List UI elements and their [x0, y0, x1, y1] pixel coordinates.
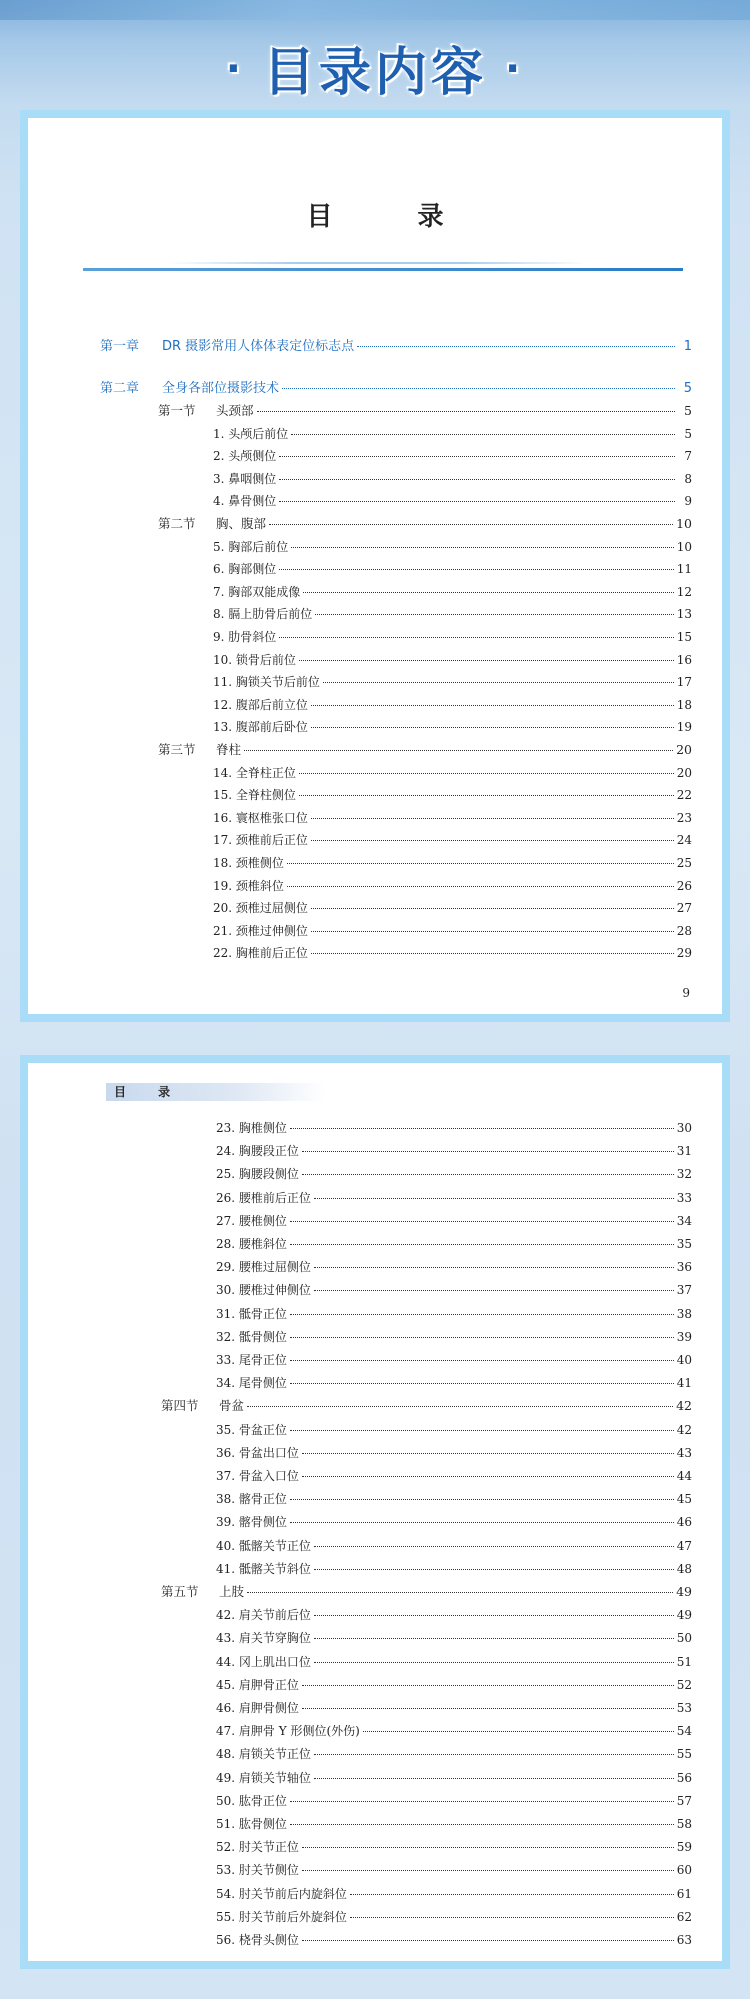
toc-section[interactable]	[161, 1585, 692, 1599]
toc-item[interactable]	[216, 1794, 692, 1808]
dot-leader	[291, 434, 675, 435]
entry-label: 29. 腰椎过屈侧位	[216, 1260, 311, 1275]
page-number: 54	[676, 1724, 692, 1739]
page-number: 20	[676, 742, 692, 757]
toc-chapter-1[interactable]	[100, 340, 692, 354]
dot-leader	[247, 1406, 673, 1407]
toc-section[interactable]	[158, 743, 692, 757]
toc-item[interactable]	[216, 1260, 692, 1274]
entry-label: 1. 头颅后前位	[213, 426, 289, 441]
toc-item[interactable]	[216, 1863, 692, 1877]
entry-label: 13. 腹部前后卧位	[213, 720, 308, 735]
dot-leader	[244, 750, 673, 751]
toc-item[interactable]	[216, 1469, 692, 1483]
chapter-number: 第二章	[100, 381, 140, 396]
section-number: 第一节	[158, 403, 196, 418]
dot-leader	[299, 660, 674, 661]
entry-label: 50. 肱骨正位	[216, 1793, 287, 1808]
entry-label	[161, 1399, 244, 1413]
page-number: 29	[676, 946, 692, 961]
toc-item[interactable]	[213, 585, 692, 599]
dot-leader	[279, 501, 675, 502]
entry-label: 3. 鼻咽侧位	[213, 471, 277, 486]
dot-leader	[314, 1778, 674, 1779]
toc-item[interactable]	[216, 1655, 692, 1669]
section-number: 第五节	[161, 1584, 199, 1599]
page-number: 18	[676, 697, 692, 712]
entry-label: 37. 骨盆入口位	[216, 1469, 299, 1483]
dot-leader	[315, 614, 673, 615]
page-number: 10	[676, 516, 692, 531]
toc-item[interactable]	[213, 630, 692, 644]
toc-item[interactable]	[216, 1562, 692, 1576]
toc-item[interactable]	[216, 1631, 692, 1645]
entry-label: 7. 胸部双能成像	[213, 584, 301, 599]
toc-item[interactable]	[216, 1492, 692, 1506]
toc-item[interactable]	[213, 879, 692, 893]
page-number: 37	[676, 1283, 692, 1298]
toc-item[interactable]	[216, 1283, 692, 1297]
toc-item[interactable]	[213, 675, 692, 689]
toc-section[interactable]	[161, 1399, 692, 1413]
entry-label: 45. 肩胛骨正位	[216, 1677, 299, 1692]
page-number: 9	[684, 494, 692, 509]
toc-item[interactable]	[213, 494, 692, 508]
dot-leader	[279, 456, 675, 457]
dot-leader	[302, 1870, 674, 1871]
dot-leader	[279, 479, 675, 480]
page-number: 51	[676, 1654, 692, 1669]
entry-label: 4. 鼻骨侧位	[213, 494, 277, 509]
toc-item[interactable]	[213, 653, 692, 667]
page-number: 30	[676, 1121, 692, 1135]
dot-leader	[282, 388, 675, 389]
page-number: 12	[676, 584, 692, 599]
banner-title	[0, 30, 750, 105]
dot-leader	[303, 592, 673, 593]
toc-item[interactable]	[216, 1910, 692, 1924]
page-number: 53	[676, 1701, 692, 1715]
entry-label: 26. 腰椎前后正位	[216, 1190, 311, 1205]
toc-item[interactable]	[216, 1353, 692, 1367]
entry-label: 12. 腹部后前立位	[213, 697, 308, 712]
toc-item[interactable]	[213, 901, 692, 915]
toc-item[interactable]	[216, 1771, 692, 1785]
dot-leader	[311, 818, 674, 819]
page-number: 11	[676, 562, 692, 577]
dot-leader	[314, 1662, 674, 1663]
dot-leader	[290, 1824, 674, 1825]
toc-page-1	[20, 110, 730, 1022]
dot-leader	[323, 682, 674, 683]
page-number: 52	[676, 1677, 692, 1692]
page-number: 44	[676, 1469, 692, 1483]
page-number: 55	[676, 1747, 692, 1762]
toc-item[interactable]	[216, 1307, 692, 1321]
page-number: 61	[676, 1886, 692, 1901]
page-number: 59	[676, 1840, 692, 1855]
page-number: 13	[676, 607, 692, 622]
toc-item[interactable]	[216, 1724, 692, 1738]
page-number: 24	[676, 833, 692, 848]
page-number: 46	[676, 1515, 692, 1530]
dot-leader	[302, 1174, 674, 1175]
dot-leader	[290, 1430, 674, 1431]
toc-item[interactable]	[216, 1747, 692, 1761]
entry-label: 56. 桡骨头侧位	[216, 1933, 299, 1947]
toc-item[interactable]	[216, 1191, 692, 1205]
dot-leader	[290, 1128, 674, 1129]
toc-item[interactable]	[216, 1214, 692, 1228]
entry-label: 30. 腰椎过伸侧位	[216, 1283, 311, 1298]
page-number: 47	[676, 1538, 692, 1553]
page-number: 49	[676, 1584, 692, 1599]
entry-label: 35. 骨盆正位	[216, 1422, 287, 1437]
page-number: 20	[676, 765, 692, 780]
dot-leader	[363, 1731, 674, 1732]
entry-label: 48. 肩锁关节正位	[216, 1747, 311, 1762]
dot-leader	[311, 931, 674, 932]
entry-label: 39. 髂骨侧位	[216, 1515, 287, 1530]
page-number: 50	[676, 1631, 692, 1646]
entry-label: 21. 颈椎过伸侧位	[213, 923, 308, 938]
entry-label: 36. 骨盆出口位	[216, 1445, 299, 1460]
page-number: 17	[676, 675, 692, 690]
entry-label: 55. 肘关节前后外旋斜位	[216, 1909, 347, 1924]
page-number: 7	[684, 449, 692, 464]
dot-leader	[269, 524, 673, 525]
toc-item[interactable]	[216, 1678, 692, 1692]
page-number: 26	[676, 878, 692, 893]
page-number: 40	[676, 1353, 692, 1367]
dot-leader	[350, 1917, 674, 1918]
dot-leader	[299, 773, 674, 774]
entry-label: 40. 骶髂关节正位	[216, 1538, 311, 1553]
dot-leader	[311, 908, 674, 909]
entry-label: 17. 颈椎前后正位	[213, 833, 308, 848]
dot-leader	[311, 705, 674, 706]
toc-item[interactable]	[213, 924, 692, 938]
toc-item[interactable]	[213, 720, 692, 734]
dot-leader	[314, 1754, 674, 1755]
dot-leader	[279, 637, 673, 638]
page-number: 43	[676, 1445, 692, 1460]
footer-page-number: 9	[682, 986, 690, 1000]
dot-leader	[290, 1221, 674, 1222]
section-number: 第三节	[158, 742, 196, 757]
page-number: 35	[676, 1237, 692, 1251]
entry-label: 46. 肩胛骨侧位	[216, 1701, 299, 1715]
page-number: 38	[676, 1306, 692, 1321]
toc-section[interactable]	[158, 404, 692, 418]
page-number: 22	[676, 788, 692, 803]
entry-label: 51. 肱骨侧位	[216, 1817, 287, 1831]
page-number: 15	[676, 630, 692, 644]
toc-item[interactable]	[216, 1423, 692, 1437]
section-number: 第四节	[161, 1398, 199, 1414]
page-number: 63	[676, 1933, 692, 1947]
running-head: 目 录	[106, 1083, 326, 1101]
entry-label: 53. 肘关节侧位	[216, 1863, 299, 1878]
page-heading: 目 录	[306, 202, 482, 232]
toc-chapter-2[interactable]	[100, 382, 692, 396]
dot-leader	[290, 1360, 674, 1361]
page-number: 5	[683, 381, 692, 396]
entry-label: 34. 尾骨侧位	[216, 1376, 287, 1391]
toc-item[interactable]	[216, 1887, 692, 1901]
entry-label: 11. 胸锁关节后前位	[213, 675, 320, 690]
page-number: 8	[684, 471, 692, 486]
entry-label: 47. 肩胛骨 Y 形侧位(外伤)	[216, 1724, 360, 1739]
page-number: 34	[676, 1213, 692, 1228]
entry-label: 16. 寰枢椎张口位	[213, 810, 308, 825]
toc-item[interactable]	[213, 946, 692, 960]
page-number: 62	[676, 1909, 692, 1924]
page-number: 19	[676, 720, 692, 735]
dot-leader	[311, 840, 674, 841]
entry-label: 14. 全脊柱正位	[213, 765, 296, 780]
dot-leader	[302, 1151, 674, 1152]
toc-item[interactable]	[213, 788, 692, 802]
banner-title-text: 目录内容	[262, 43, 487, 103]
dot-leader	[299, 795, 674, 796]
toc-item[interactable]	[216, 1237, 692, 1251]
entry-label: 41. 骶髂关节斜位	[216, 1561, 311, 1576]
entry-label: 8. 膈上肋骨后前位	[213, 607, 313, 622]
page-number: 5	[684, 403, 692, 418]
toc-item[interactable]	[213, 449, 692, 463]
page-number: 31	[676, 1144, 692, 1159]
entry-label	[161, 1585, 244, 1599]
page-number: 42	[676, 1422, 692, 1437]
dot-leader	[287, 886, 674, 887]
toc-item[interactable]	[216, 1144, 692, 1158]
entry-label: 32. 骶骨侧位	[216, 1329, 287, 1344]
page-number: 25	[676, 856, 692, 870]
entry-label	[158, 517, 266, 531]
entry-label: 27. 腰椎侧位	[216, 1213, 287, 1228]
dot-leader	[291, 547, 673, 548]
page-number: 48	[676, 1561, 692, 1576]
entry-label: 42. 肩关节前后位	[216, 1608, 311, 1623]
toc-item[interactable]	[213, 427, 692, 441]
toc-page-2	[20, 1055, 730, 1969]
heading-rule	[83, 268, 683, 271]
page-number: 49	[676, 1608, 692, 1623]
section-number: 第二节	[158, 516, 196, 531]
section-title: 脊柱	[216, 742, 242, 757]
page-number: 58	[676, 1817, 692, 1831]
toc-item[interactable]	[216, 1817, 692, 1831]
heading-rule-light	[168, 262, 588, 264]
dot-leader	[290, 1801, 674, 1802]
dot-leader	[290, 1383, 674, 1384]
dot-leader	[302, 1685, 674, 1686]
entry-label: 18. 颈椎侧位	[213, 856, 284, 870]
dot-leader	[314, 1290, 674, 1291]
dot-leader	[350, 1894, 674, 1895]
page-number: 33	[676, 1190, 692, 1205]
entry-label: 2. 头颅侧位	[213, 449, 277, 464]
dot-leader	[290, 1314, 674, 1315]
toc-item[interactable]	[216, 1933, 692, 1947]
page-number: 41	[676, 1376, 692, 1391]
toc-item[interactable]	[216, 1167, 692, 1181]
dot-leader	[314, 1615, 674, 1616]
page-number: 1	[683, 339, 692, 354]
chapter-title: DR 摄影常用人体体表定位标志点	[162, 339, 355, 354]
section-title: 胸、腹部	[216, 516, 267, 531]
section-title: 上肢	[219, 1584, 245, 1599]
dot-leader	[290, 1499, 674, 1500]
chapter-title: 全身各部位摄影技术	[162, 381, 280, 396]
dot-leader	[290, 1244, 674, 1245]
dot-leader	[314, 1198, 674, 1199]
entry-label: 44. 冈上肌出口位	[216, 1654, 311, 1669]
entry-label: 22. 胸椎前后正位	[213, 946, 308, 961]
section-title: 头颈部	[216, 403, 254, 418]
dot-leader	[287, 863, 674, 864]
toc-item[interactable]	[213, 540, 692, 554]
toc-item[interactable]	[213, 856, 692, 870]
entry-label	[158, 743, 241, 757]
toc-item[interactable]	[216, 1539, 692, 1553]
page-number: 10	[676, 539, 692, 554]
dot-leader	[311, 727, 674, 728]
toc-item[interactable]	[216, 1840, 692, 1854]
toc-item[interactable]	[216, 1121, 692, 1135]
dot-leader	[314, 1267, 674, 1268]
dot-leader	[314, 1638, 674, 1639]
entry-label: 52. 肘关节正位	[216, 1840, 299, 1855]
entry-label: 28. 腰椎斜位	[216, 1237, 287, 1251]
entry-label: 10. 锁骨后前位	[213, 652, 296, 667]
entry-label: 5. 胸部后前位	[213, 539, 289, 554]
entry-label: 43. 肩关节穿胸位	[216, 1631, 311, 1646]
entry-label: 23. 胸椎侧位	[216, 1121, 287, 1135]
entry-label: 19. 颈椎斜位	[213, 878, 284, 893]
toc-item[interactable]	[213, 698, 692, 712]
toc-item[interactable]	[213, 766, 692, 780]
dot-leader	[302, 1847, 674, 1848]
page-number: 16	[676, 652, 692, 667]
entry-label: 9. 肋骨斜位	[213, 630, 277, 644]
entry-label: 24. 胸腰段正位	[216, 1144, 299, 1159]
entry-label: 25. 胸腰段侧位	[216, 1167, 299, 1182]
dot-leader	[314, 1546, 674, 1547]
page-number: 27	[676, 901, 692, 916]
entry-label: 49. 肩锁关节轴位	[216, 1770, 311, 1785]
page-number: 56	[676, 1770, 692, 1785]
page-number: 5	[684, 426, 692, 441]
page-number: 57	[676, 1793, 692, 1808]
toc-item[interactable]	[213, 811, 692, 825]
dot-leader	[290, 1337, 674, 1338]
dot-leader	[311, 953, 674, 954]
toc-item[interactable]	[213, 607, 692, 621]
dot-leader	[290, 1522, 674, 1523]
dot-leader	[247, 1592, 673, 1593]
entry-label: 31. 骶骨正位	[216, 1306, 287, 1321]
entry-label: 38. 髂骨正位	[216, 1492, 287, 1507]
toc-item[interactable]	[216, 1515, 692, 1529]
toc-item[interactable]	[216, 1330, 692, 1344]
toc-item[interactable]	[213, 833, 692, 847]
section-title: 骨盆	[219, 1398, 245, 1414]
banner-dot-right: ·	[505, 46, 525, 92]
entry-label: 6. 胸部侧位	[213, 562, 277, 577]
page-number: 42	[676, 1398, 692, 1414]
page-number: 60	[676, 1863, 692, 1878]
entry-label: 15. 全脊柱侧位	[213, 788, 296, 803]
dot-leader	[302, 1708, 674, 1709]
page-number: 28	[676, 923, 692, 938]
dot-leader	[302, 1476, 674, 1477]
banner-dot-left: ·	[225, 46, 245, 92]
toc-item[interactable]	[216, 1608, 692, 1622]
toc-item[interactable]	[216, 1701, 692, 1715]
dot-leader	[302, 1940, 674, 1941]
dot-leader	[314, 1569, 674, 1570]
page-number: 23	[676, 810, 692, 825]
dot-leader	[279, 569, 673, 570]
toc-item[interactable]	[216, 1446, 692, 1460]
page-number: 32	[676, 1167, 692, 1182]
page-number: 45	[676, 1492, 692, 1507]
toc-item[interactable]	[213, 472, 692, 486]
dot-leader	[257, 411, 675, 412]
entry-label: 20. 颈椎过屈侧位	[213, 901, 308, 916]
dot-leader	[302, 1453, 674, 1454]
toc-section[interactable]	[158, 517, 692, 531]
entry-label: 33. 尾骨正位	[216, 1353, 287, 1367]
chapter-number: 第一章	[100, 339, 140, 354]
entry-label	[158, 404, 254, 418]
entry-label: 54. 肘关节前后内旋斜位	[216, 1886, 347, 1901]
toc-item[interactable]	[216, 1376, 692, 1390]
page-number: 36	[676, 1260, 692, 1275]
toc-item[interactable]	[213, 562, 692, 576]
dot-leader	[357, 346, 675, 347]
page-number: 39	[676, 1329, 692, 1344]
